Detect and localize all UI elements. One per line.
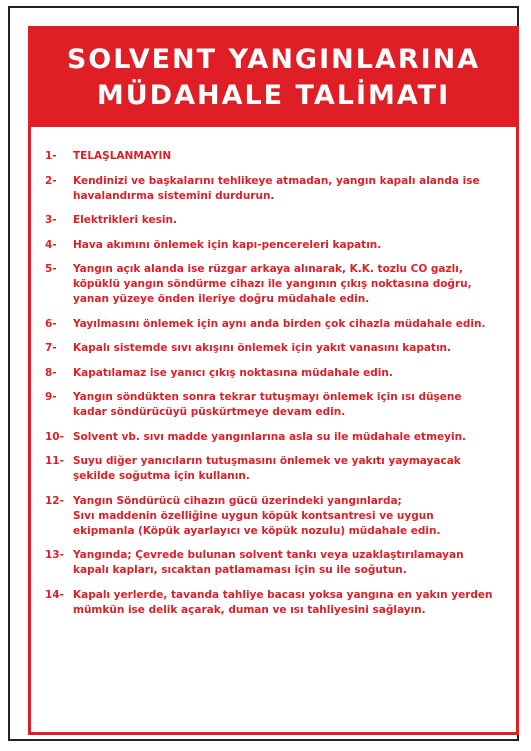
instruction-text: Kapalı sistemde sıvı akışını önlemek için yakıt vanasını kapatın.: [73, 342, 452, 354]
instruction-text: Kapatılamaz ise yanıcı çıkış noktasına müdahale edin.: [73, 366, 393, 379]
instruction-number: 12-: [45, 494, 64, 507]
sign-frame: [8, 6, 519, 741]
instruction-item: [45, 390, 495, 420]
instruction-item: [45, 238, 495, 253]
instruction-text: Yangın Söndürücü cihazın gücü üzerindeki yangınlarda; Sıvı maddenin özelliğine uygun köpük kontsantresi ve uygun ekipmanla (Köpük ayarlayıcı ve köpük nozulu) müdahale edin.: [73, 494, 441, 537]
instruction-item: [45, 174, 495, 204]
instruction-number: 11-: [45, 455, 64, 467]
instruction-item: [45, 548, 495, 578]
instruction-number: 6-: [45, 317, 57, 330]
instruction-number: 14-: [45, 588, 64, 601]
instruction-number: 2-: [45, 174, 57, 187]
instruction-text: Suyu diğer yanıcıların tutuşmasını önlemek ve yakıtı yaymayacak şekilde soğutma için kullanın.: [73, 455, 461, 482]
instruction-number: 7-: [45, 342, 57, 354]
sign-panel: [28, 26, 519, 735]
instruction-text: Kendinizi ve başkalarını tehlikeye atmadan, yangın kapalı alanda ise havalandırma sistemini durdurun.: [73, 174, 480, 202]
instruction-item: [45, 262, 495, 307]
instruction-text: Yangında; Çevrede bulunan solvent tankı veya uzaklaştırılamayan kapalı kapları, sıcaktan patlamaması için su ile soğutun.: [73, 549, 464, 576]
instruction-item: [45, 430, 495, 445]
instruction-item: [45, 454, 495, 484]
instruction-number: 13-: [45, 549, 64, 561]
instruction-item: [45, 588, 495, 618]
instruction-item: [45, 494, 495, 539]
instruction-text: Yangın açık alanda ise rüzgar arkaya alınarak, K.K. tozlu CO gazlı, köpüklü yangın söndürme cihazı ile yangının çıkış noktasına doğru, yanan yüzeye önden ileriye doğru müdahale edin.: [73, 263, 472, 305]
instruction-item: [45, 149, 495, 164]
instruction-number: 1-: [45, 150, 57, 162]
instruction-item: [45, 366, 495, 381]
instruction-text: Yangın söndükten sonra tekrar tutuşmayı önlemek için ısı düşene kadar söndürücüyü püskürtmeye devam edin.: [73, 391, 462, 418]
instruction-item: [45, 317, 495, 332]
instruction-number: 3-: [45, 214, 57, 226]
instruction-number: 8-: [45, 366, 57, 379]
sign-title-line-2: MÜDAHALE TALİMATI: [96, 80, 451, 111]
sign-header: [31, 29, 516, 127]
instruction-list: [45, 149, 495, 627]
instruction-number: 4-: [45, 238, 57, 251]
instruction-text: Kapalı yerlerde, tavanda tahliye bacası yoksa yangına en yakın yerden mümkün ise delik açarak, duman ve ısı tahliyesini sağlayın.: [73, 588, 493, 616]
instruction-text: Hava akımını önlemek için kapı-pencereleri kapatın.: [73, 238, 382, 251]
instruction-number: 10-: [45, 430, 64, 443]
instruction-number: 5-: [45, 263, 57, 275]
instruction-text: Solvent vb. sıvı madde yangınlarına asla su ile müdahale etmeyin.: [73, 430, 467, 443]
instruction-text: Yayılmasını önlemek için aynı anda birden çok cihazla müdahale edin.: [73, 317, 486, 330]
instruction-item: [45, 341, 495, 356]
instruction-text: Elektrikleri kesin.: [73, 214, 177, 226]
instruction-text: TELAŞLANMAYIN: [73, 150, 172, 162]
sign-title-line-1: SOLVENT YANGINLARINA: [66, 44, 481, 75]
instruction-number: 9-: [45, 391, 57, 403]
instruction-item: [45, 213, 495, 228]
